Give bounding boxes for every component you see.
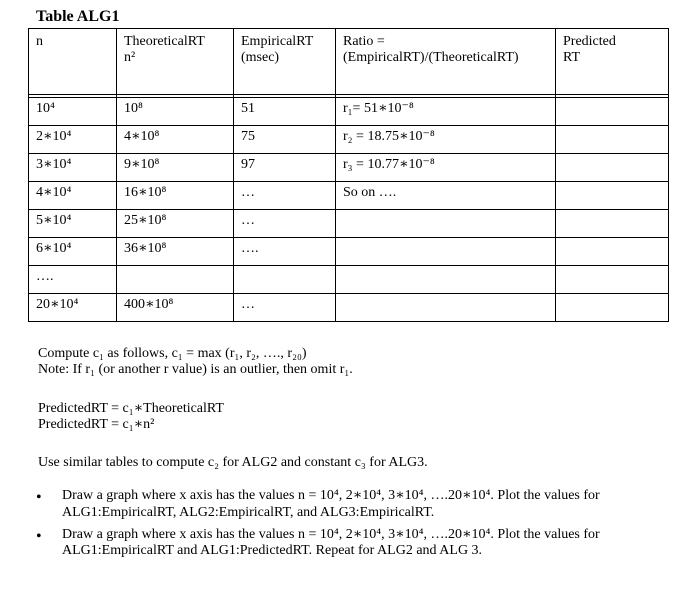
table-row bbox=[29, 210, 669, 238]
cell-ratio bbox=[336, 266, 556, 294]
cell-empirical: …. bbox=[234, 238, 336, 266]
cell-theoretical: 400∗10⁸ bbox=[117, 294, 234, 322]
predicted-formula-2: PredictedRT = c₁∗n² bbox=[38, 417, 155, 433]
cell-predicted bbox=[556, 266, 669, 294]
cell-theoretical: 4∗10⁸ bbox=[117, 126, 234, 154]
bullet-dot-icon: • bbox=[36, 527, 42, 545]
table-body bbox=[29, 98, 669, 322]
header-cell-n: n bbox=[29, 29, 117, 95]
cell-n: 2∗10⁴ bbox=[29, 126, 117, 154]
cell-empirical: 51 bbox=[234, 98, 336, 126]
cell-predicted bbox=[556, 98, 669, 126]
cell-theoretical: 10⁸ bbox=[117, 98, 234, 126]
header-cell-predicted: Predicted RT bbox=[556, 29, 669, 95]
cell-predicted bbox=[556, 182, 669, 210]
cell-ratio bbox=[336, 294, 556, 322]
table-row bbox=[29, 98, 669, 126]
table-row bbox=[29, 154, 669, 182]
cell-ratio: So on …. bbox=[336, 182, 556, 210]
cell-ratio: r₃ = 10.77∗10⁻⁸ bbox=[336, 154, 556, 182]
cell-n: 5∗10⁴ bbox=[29, 210, 117, 238]
cell-theoretical: 16∗10⁸ bbox=[117, 182, 234, 210]
cell-predicted bbox=[556, 210, 669, 238]
cell-n: 10⁴ bbox=[29, 98, 117, 126]
table-row bbox=[29, 238, 669, 266]
compute-note bbox=[38, 346, 353, 378]
cell-ratio: r₂ = 18.75∗10⁻⁸ bbox=[336, 126, 556, 154]
cell-empirical: 75 bbox=[234, 126, 336, 154]
cell-n: 4∗10⁴ bbox=[29, 182, 117, 210]
cell-empirical bbox=[234, 266, 336, 294]
cell-empirical: … bbox=[234, 182, 336, 210]
table-row bbox=[29, 266, 669, 294]
cell-ratio bbox=[336, 238, 556, 266]
cell-n: 6∗10⁴ bbox=[29, 238, 117, 266]
predicted-formula-1: PredictedRT = c₁∗TheoreticalRT bbox=[38, 401, 224, 416]
cell-theoretical: 36∗10⁸ bbox=[117, 238, 234, 266]
cell-empirical: 97 bbox=[234, 154, 336, 182]
header-cell-empirical: EmpiricalRT (msec) bbox=[234, 29, 336, 95]
cell-theoretical bbox=[117, 266, 234, 294]
predicted-formulas bbox=[38, 401, 224, 433]
cell-empirical: … bbox=[234, 294, 336, 322]
header-cell-theoretical: TheoreticalRT n² bbox=[117, 29, 234, 95]
similar-tables-note: Use similar tables to compute c₂ for ALG2 and constant c₃ for ALG3. bbox=[38, 455, 428, 470]
table-row bbox=[29, 182, 669, 210]
table-header-row bbox=[29, 29, 669, 95]
cell-predicted bbox=[556, 126, 669, 154]
cell-empirical: … bbox=[234, 210, 336, 238]
bullet-item: • Draw a graph where x axis has the values n = 10⁴, 2∗10⁴, 3∗10⁴, ….20∗10⁴. Plot the values for ALG1:EmpiricalRT and ALG1:PredictedRT. Repeat for ALG2 and ALG 3. bbox=[36, 526, 600, 559]
table-title: Table ALG1 bbox=[36, 8, 120, 25]
compute-line: Compute c₁ as follows, c₁ = max (r₁, r₂, …., r₂₀) bbox=[38, 346, 307, 361]
cell-predicted bbox=[556, 294, 669, 322]
cell-ratio bbox=[336, 210, 556, 238]
header-cell-ratio: Ratio = (EmpiricalRT)/(TheoreticalRT) bbox=[336, 29, 556, 95]
table-row bbox=[29, 294, 669, 322]
bullet-list bbox=[36, 488, 666, 565]
cell-theoretical: 25∗10⁸ bbox=[117, 210, 234, 238]
cell-n: 20∗10⁴ bbox=[29, 294, 117, 322]
cell-ratio: r₁= 51∗10⁻⁸ bbox=[336, 98, 556, 126]
cell-theoretical: 9∗10⁸ bbox=[117, 154, 234, 182]
bullet-dot-icon: • bbox=[36, 489, 42, 506]
alg1-table bbox=[28, 28, 669, 322]
table-row bbox=[29, 126, 669, 154]
cell-predicted bbox=[556, 238, 669, 266]
bullet-item: • Draw a graph where x axis has the values n = 10⁴, 2∗10⁴, 3∗10⁴, ….20∗10⁴. Plot the values for ALG1:EmpiricalRT, ALG2:EmpiricalRT, and ALG3:EmpiricalRT. bbox=[36, 488, 600, 520]
cell-n: …. bbox=[29, 266, 117, 294]
cell-predicted bbox=[556, 154, 669, 182]
cell-n: 3∗10⁴ bbox=[29, 154, 117, 182]
outlier-note: Note: If r₁ (or another r value) is an outlier, then omit r₁. bbox=[38, 362, 353, 378]
